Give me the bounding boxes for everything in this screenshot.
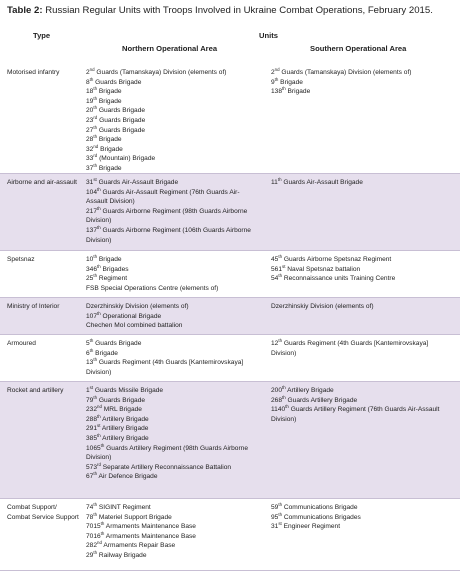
northern-units-cell (86, 339, 258, 377)
unit-ordinal-suffix: th (97, 413, 101, 419)
unit-name: Guards Airborne Regiment (106th Guards Airborne Division) (86, 226, 251, 244)
unit-ordinal-suffix: st (97, 423, 101, 429)
unit-name: Guards Airborne Regiment (98th Guards Airborne Division) (86, 207, 248, 225)
unit-name: Guards Brigade (93, 340, 142, 347)
unit-number: 11 (271, 179, 278, 186)
unit-name: Guards Airborne Spetsnaz Regiment (282, 256, 392, 263)
unit-name: Engineer Regiment (281, 523, 341, 531)
unit-name: Chechen MoI combined battalion (86, 322, 183, 330)
unit-ordinal-suffix: st (282, 263, 286, 269)
unit-number: 385 (86, 434, 98, 442)
northern-units-cell (86, 386, 258, 482)
unit-ordinal-suffix: th (278, 338, 283, 343)
unit-name: Railway Brigade (97, 551, 147, 559)
unit-number: 10 (86, 256, 94, 263)
unit-number: 12 (271, 340, 279, 347)
unit-entry (86, 154, 258, 164)
unit-ordinal-suffix: nd (97, 404, 102, 410)
unit-ordinal-suffix: nd (274, 67, 280, 72)
unit-name: Brigade (97, 164, 122, 172)
unit-entry (86, 255, 258, 265)
unit-number: 25 (86, 275, 94, 283)
table-title (7, 5, 433, 16)
unit-ordinal-suffix: th (97, 263, 101, 269)
southern-units-cell (271, 302, 453, 312)
unit-name: Reconnaissance units Training Centre (282, 275, 396, 283)
unit-name: Naval Spetsnaz battalion (285, 265, 361, 273)
unit-name: Brigade (285, 88, 311, 96)
unit-number: 20 (86, 107, 94, 115)
unit-entry (86, 126, 258, 136)
unit-ordinal-suffix: th (93, 549, 98, 555)
unit-number: 95 (271, 513, 279, 521)
unit-entry (86, 78, 258, 88)
unit-name: Communications Brigades (282, 513, 361, 521)
unit-entry (271, 274, 453, 284)
unit-ordinal-suffix: th (282, 394, 286, 400)
unit-number: 79 (86, 396, 94, 404)
row-type-label: Combat Support/ Combat Service Support (7, 504, 79, 521)
unit-name: Guards Artillery Regiment (76th Guards Air-Assault Division) (271, 406, 440, 423)
unit-name: Brigade (98, 145, 123, 153)
unit-entry (86, 274, 258, 284)
unit-number: 138 (271, 88, 283, 96)
unit-number: 268 (271, 396, 283, 404)
unit-number: 31 (86, 179, 94, 186)
unit-name: Guards Brigade (97, 396, 146, 404)
unit-entry (86, 178, 258, 188)
table-row (0, 382, 460, 499)
unit-name: Guards Artillery Regiment (98th Guards Airborne Division) (86, 444, 249, 462)
southern-units-cell (271, 178, 453, 188)
unit-ordinal-suffix: th (89, 76, 94, 82)
unit-entry (271, 78, 453, 88)
unit-name: Guards Air-Assault Brigade (96, 179, 179, 186)
unit-number: 54 (271, 275, 279, 283)
row-type-label: Spetsnaz (7, 256, 35, 263)
unit-entry (86, 106, 258, 116)
unit-ordinal-suffix: th (278, 502, 283, 507)
unit-number: 18 (86, 88, 94, 96)
unit-entry (271, 503, 453, 513)
header-southern: Southern Operational Area (310, 44, 407, 53)
northern-units-cell (86, 302, 258, 331)
unit-number: 291 (86, 425, 98, 433)
unit-number: 59 (271, 504, 279, 511)
unit-ordinal-suffix: th (93, 357, 98, 363)
unit-ordinal-suffix: th (274, 76, 279, 82)
header-units: Units (259, 31, 278, 40)
unit-entry (86, 116, 258, 126)
unit-name: FSB Special Operations Centre (elements of) (86, 284, 219, 292)
unit-entry (86, 444, 258, 463)
unit-name: Air Defence Brigade (97, 473, 158, 481)
unit-number: 31 (271, 523, 279, 531)
southern-units-cell (271, 503, 453, 532)
unit-entry (86, 284, 258, 294)
table-row (0, 174, 460, 251)
northern-units-cell (86, 255, 258, 293)
unit-ordinal-suffix: st (278, 521, 282, 527)
unit-number: 28 (86, 136, 94, 144)
unit-entry (86, 145, 258, 155)
unit-ordinal-suffix: th (278, 511, 283, 517)
unit-name: Armaments Repair Base (101, 542, 176, 550)
unit-entry (86, 226, 258, 245)
unit-ordinal-suffix: th (93, 86, 98, 92)
unit-name: Guards (Tamanskaya) Division (elements of) (94, 69, 227, 76)
unit-entry (86, 164, 258, 174)
unit-entry (271, 255, 453, 265)
unit-entry (86, 358, 258, 377)
unit-name: Regiment (97, 275, 128, 283)
unit-ordinal-suffix: th (100, 521, 105, 527)
unit-ordinal-suffix: th (97, 310, 101, 316)
unit-ordinal-suffix: th (93, 105, 98, 111)
unit-ordinal-suffix: th (97, 186, 101, 192)
unit-name: Guards Regiment (4th Guards [Kantemirovskaya] Division) (86, 359, 244, 376)
unit-ordinal-suffix: th (285, 404, 289, 410)
unit-ordinal-suffix: nd (97, 540, 102, 546)
unit-ordinal-suffix: rd (93, 153, 98, 159)
northern-units-cell (86, 68, 258, 174)
unit-ordinal-suffix: th (282, 385, 286, 390)
unit-entry (86, 415, 258, 425)
unit-name: Communications Brigade (282, 504, 358, 511)
unit-number: 32 (86, 145, 94, 153)
unit-ordinal-suffix: th (278, 254, 283, 259)
unit-entry (86, 541, 258, 551)
unit-name: Guards Brigade (93, 78, 142, 86)
unit-ordinal-suffix: nd (89, 67, 95, 72)
unit-ordinal-suffix: th (93, 471, 98, 477)
unit-entry (86, 551, 258, 561)
unit-number: 1065 (86, 444, 101, 452)
unit-number: 137 (86, 226, 98, 234)
unit-entry (271, 522, 453, 532)
unit-ordinal-suffix: th (93, 394, 98, 400)
unit-entry (271, 405, 453, 424)
unit-number: 8 (86, 78, 90, 86)
unit-entry (86, 68, 258, 78)
southern-units-cell (271, 386, 453, 424)
unit-number: 13 (86, 359, 94, 367)
unit-name: Operational Brigade (100, 312, 162, 320)
unit-ordinal-suffix: th (282, 86, 286, 92)
unit-number: 7015 (86, 523, 101, 531)
unit-number: 200 (271, 387, 283, 394)
unit-entry (86, 532, 258, 542)
unit-entry (86, 434, 258, 444)
unit-name: (Mountain) Brigade (97, 155, 156, 163)
unit-number: 33 (86, 155, 94, 163)
unit-number: 561 (271, 265, 283, 273)
unit-entry (86, 188, 258, 207)
unit-entry (86, 513, 258, 523)
northern-units-cell (86, 178, 258, 245)
unit-number: 37 (86, 164, 94, 172)
unit-number: 23 (86, 116, 94, 124)
unit-ordinal-suffix: th (93, 511, 98, 517)
header-northern: Northern Operational Area (122, 44, 218, 53)
unit-ordinal-suffix: rd (93, 114, 98, 120)
unit-name: Brigade (97, 88, 122, 96)
unit-entry (271, 265, 453, 275)
unit-entry (271, 396, 453, 406)
unit-number: 67 (86, 473, 94, 481)
unit-ordinal-suffix: th (97, 432, 101, 438)
unit-number: 5 (86, 340, 90, 347)
unit-number: 573 (86, 463, 98, 471)
table-title-text: Russian Regular Units with Troops Involved in Ukraine Combat Operations, February 2015. (45, 5, 433, 16)
unit-entry (86, 339, 258, 349)
unit-name: Brigade (97, 256, 122, 263)
unit-entry (86, 207, 258, 226)
unit-ordinal-suffix: nd (93, 143, 99, 149)
unit-name: Dzerzhinskiy Division (elements of) (86, 303, 189, 310)
unit-name: Brigade (97, 97, 122, 105)
unit-number: 6 (86, 349, 90, 357)
unit-name: Artillery Brigade (100, 415, 149, 423)
unit-name: Guards Air-Assault Regiment (76th Guards Air-Assault Division) (86, 188, 240, 206)
unit-entry (271, 178, 453, 188)
unit-ordinal-suffix: th (93, 502, 98, 507)
unit-number: 217 (86, 207, 98, 215)
unit-entry (271, 87, 453, 97)
unit-name: Guards Air-Assault Brigade (281, 179, 363, 186)
unit-number: 45 (271, 256, 279, 263)
row-type-label: Armoured (7, 340, 36, 347)
unit-ordinal-suffix: rd (97, 461, 101, 467)
table-row (0, 251, 460, 298)
unit-ordinal-suffix: th (93, 124, 98, 130)
unit-number: 1140 (271, 406, 286, 414)
unit-name: Brigade (93, 349, 118, 357)
unit-ordinal-suffix: th (93, 134, 98, 140)
unit-name: Artillery Brigade (100, 425, 149, 433)
unit-entry (86, 349, 258, 359)
southern-units-cell (271, 255, 453, 284)
unit-name: Guards Artillery Brigade (285, 396, 358, 404)
unit-name: Brigades (100, 265, 129, 273)
unit-number: 9 (271, 78, 275, 86)
unit-entry (86, 424, 258, 434)
unit-number: 1 (86, 387, 90, 394)
unit-ordinal-suffix: th (93, 254, 98, 259)
unit-name: Guards (Tamanskaya) Division (elements of) (279, 69, 412, 76)
row-type-label: Airborne and air-assault (7, 179, 78, 186)
unit-number: 29 (86, 551, 94, 559)
unit-number: 346 (86, 265, 98, 273)
unit-ordinal-suffix: th (93, 95, 98, 101)
unit-name: Separate Artillery Reconnaissance Battalion (100, 463, 232, 471)
unit-number: 107 (86, 312, 98, 320)
unit-ordinal-suffix: th (277, 177, 282, 182)
unit-ordinal-suffix: th (100, 442, 105, 448)
unit-name: Guards Brigade (97, 126, 146, 134)
unit-number: 2 (86, 69, 90, 76)
unit-number: 282 (86, 542, 98, 550)
unit-number: 104 (86, 188, 98, 196)
table-row (0, 335, 460, 382)
unit-entry (271, 386, 453, 396)
southern-units-cell (271, 68, 453, 97)
unit-entry (86, 386, 258, 396)
unit-entry (271, 339, 453, 358)
unit-ordinal-suffix: th (278, 273, 283, 279)
unit-ordinal-suffix: th (89, 338, 94, 343)
unit-entry (86, 472, 258, 482)
table-body (0, 64, 460, 571)
unit-number: 78 (86, 513, 94, 521)
unit-name: Guards Missile Brigade (93, 387, 164, 394)
unit-entry (86, 405, 258, 415)
unit-entry (86, 265, 258, 275)
unit-name: Guards Brigade (97, 107, 146, 115)
unit-name: SIGINT Regiment (97, 504, 151, 511)
unit-name: Dzerzhinskiy Division (elements of) (271, 303, 374, 310)
row-type-label: Motorised infantry (7, 69, 60, 76)
unit-name: Guards Brigade (97, 116, 146, 124)
southern-units-cell (271, 339, 453, 358)
unit-entry (86, 522, 258, 532)
unit-name: Artillery Brigade (285, 387, 334, 394)
unit-ordinal-suffix: th (93, 162, 98, 168)
unit-ordinal-suffix: th (97, 224, 101, 230)
unit-name: Brigade (97, 136, 122, 144)
unit-number: 19 (86, 97, 94, 105)
unit-name: Guards Regiment (4th Guards [Kantemirovskaya] Division) (271, 340, 429, 357)
unit-ordinal-suffix: th (97, 205, 101, 211)
unit-entry (86, 97, 258, 107)
unit-entry (86, 135, 258, 145)
unit-name: Brigade (278, 78, 303, 86)
unit-ordinal-suffix: th (100, 530, 105, 536)
unit-entry (86, 312, 258, 322)
unit-entry (86, 321, 258, 331)
unit-ordinal-suffix: th (89, 347, 94, 353)
table-row (0, 64, 460, 174)
unit-name: MRL Brigade (101, 406, 142, 414)
table-title-label: Table 2: (7, 5, 43, 16)
unit-entry (86, 87, 258, 97)
header-type: Type (33, 31, 51, 40)
unit-number: 232 (86, 406, 98, 414)
unit-entry (271, 302, 453, 312)
unit-number: 74 (86, 504, 94, 511)
unit-number: 2 (271, 69, 275, 76)
unit-entry (86, 463, 258, 473)
unit-entry (86, 396, 258, 406)
unit-number: 7016 (86, 532, 101, 540)
unit-name: Armaments Maintenance Base (104, 532, 196, 540)
unit-number: 288 (86, 415, 98, 423)
unit-name: Armaments Maintenance Base (104, 523, 196, 531)
unit-ordinal-suffix: st (93, 177, 97, 182)
unit-name: Materiel Support Brigade (97, 513, 172, 521)
unit-entry (86, 503, 258, 513)
northern-units-cell (86, 503, 258, 561)
unit-number: 27 (86, 126, 94, 134)
table-row (0, 499, 460, 571)
unit-entry (271, 513, 453, 523)
table-row (0, 298, 460, 335)
unit-name: Artillery Brigade (100, 434, 149, 442)
unit-entry (271, 68, 453, 78)
row-type-label: Rocket and artillery (7, 387, 64, 394)
unit-ordinal-suffix: th (93, 273, 98, 279)
row-type-label: Ministry of Interior (7, 303, 60, 310)
unit-ordinal-suffix: st (89, 385, 94, 390)
unit-entry (86, 302, 258, 312)
